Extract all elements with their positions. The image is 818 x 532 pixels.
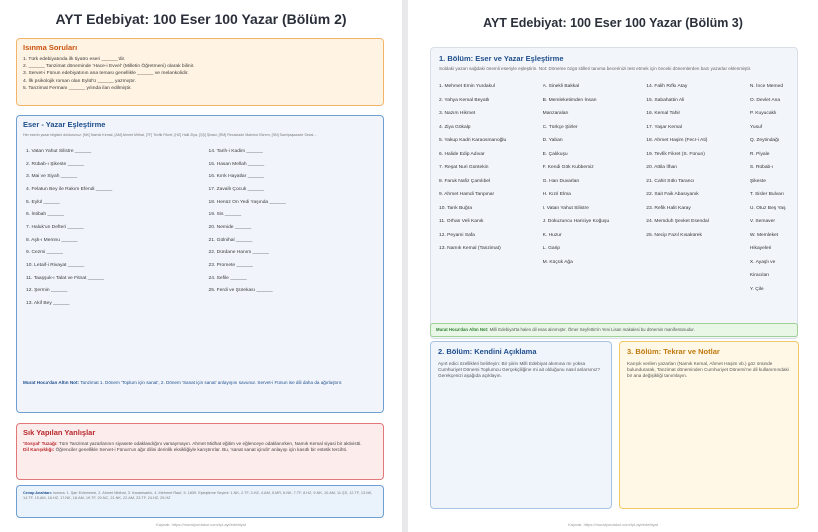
author-item: 11. Orhan Veli Kanık <box>439 219 484 224</box>
author-item: 2. Yahya Kemal Beyatlı <box>439 97 490 103</box>
matching-item: 8. Aşk-ı Memnu ______ <box>26 237 78 243</box>
work-item: V. Semaver <box>749 219 775 224</box>
author-item: 15. Sabahattin Ali <box>646 97 685 103</box>
mistake-label: Dil Karışıklığı: <box>23 446 55 452</box>
work-item: F. Kendi Gök Kubbemiz <box>542 165 594 170</box>
matching-item: 9. Cezmi ______ <box>26 250 63 256</box>
work-item: K. Huzur <box>542 232 562 238</box>
work-item: N. İnce Memed <box>749 84 784 89</box>
author-item: 19. Tevfik Fikret (S. Fünun) <box>646 151 705 157</box>
golden-tip <box>430 323 798 337</box>
matching-item: 12. Şermin ______ <box>26 288 68 294</box>
work-item: Şikeste <box>749 178 766 184</box>
matching-item: 19. Sis ______ <box>208 212 242 218</box>
author-item: 14. Falih Rıfkı Atay <box>646 84 688 89</box>
author-item: 5. Yakup Kadri Karaosmanoğlu <box>439 138 507 143</box>
golden-note-label: Murat Hoca'dan Altın Not: <box>23 380 80 385</box>
author-item: 1. Mehmet Emin Yurdakul <box>439 84 495 89</box>
work-item: O. Devlet Ana <box>749 97 781 103</box>
matching-item: 4. Felatun Bey ile Rakım Efendi ______ <box>26 186 113 192</box>
author-item: 22. Sait Faik Abasıyanık <box>646 192 699 197</box>
source-footer: Kaynak: https://muratyurdakul.com/tyt-ayt/edebiyat <box>568 522 658 527</box>
section-2-box <box>430 341 612 509</box>
work-item: G. Han Duvarları <box>542 178 580 184</box>
authors-column-1 <box>439 80 543 296</box>
work-item: X. Ayaşlı ve <box>749 259 776 265</box>
golden-tip-text: Milli Edebiyat'ta halen dil esas alınmıştır. Ömer Seyfettin'in Yeni Lisan makalesi bu dönemin manifestosudur. <box>488 327 695 332</box>
work-item: H. Kızıl Elma <box>542 192 571 197</box>
work-item: Y. Çile <box>749 286 764 292</box>
warmup-question: 1. Türk edebiyatında ilk tiyatro eseri ______'dir. <box>23 57 126 62</box>
section-3-description: Karışık verilen yazarları (Namık Kemal, Ahmet Haşim vb.) göz önünde bulundurarak, Tanzimat döneminden Cumhuriyet Dönemi'ne dil kullanımındaki bir ana değişikliği tanımlayın. <box>627 361 789 378</box>
author-item: 3. Nazım Hikmet <box>439 111 476 116</box>
matching-item: 5. Eylül ______ <box>26 199 60 205</box>
author-item: 16. Kemal Tahir <box>646 111 681 116</box>
work-item: D. Yaban <box>542 138 563 143</box>
authors-column-2 <box>646 80 750 296</box>
warmup-box <box>16 38 384 106</box>
answer-key-text: Isınma: 1. Şair Evlenmesi, 2. Ahmet Midhat, 3. Karamsarlık, 4. Mehmet Rauf, 5. 1839. Eşleştirme Seçimi: 1.NK, 2.TF, 3.HZ, 4.AM, 5.MR, 6.NK, 7.TF, 8.HZ, 9.NK, 10.AM, 11.ŞS, 12.TF, 13.NK, 14.TF, 15.AM, 16.HZ, 17.NK, 18.AM, 19.TF, 20.NC, 21.NK, 22.AM, 23.TF, 24.HZ, 25.HZ <box>23 491 373 500</box>
matching-item: 25. Ferdi ve Şürekası ______ <box>208 288 273 294</box>
warmup-title: Isınma Soruları <box>23 43 78 52</box>
matching-item: 6. İntibah ______ <box>26 212 64 218</box>
matching-columns <box>23 146 377 311</box>
work-item: W. Memleket <box>749 232 779 238</box>
section-3-title: 3. Bölüm: Tekrar ve Notlar <box>627 347 720 356</box>
matching-item: 2. Rübab-ı Şikeste ______ <box>26 161 84 167</box>
author-item: 17. Yaşar Kemal <box>646 124 682 130</box>
warmup-question: 4. İlk psikolojik roman olan Eylül'ü ______ yazmıştır. <box>23 78 136 84</box>
author-item: 24. Memduh Şevket Esendal <box>646 219 709 224</box>
work-item: M. Küçük Ağa <box>542 259 573 265</box>
mistake-label: 'Sosyal' Tuzağı: <box>23 441 58 446</box>
warmup-question: 3. Servet-i Fünun edebiyatının ana teması genellikle ______ ve melankolidir. <box>23 71 189 77</box>
golden-tip-label: Murat Hoca'dan Altın Not: <box>436 327 489 332</box>
work-item: U. Otuz Beş Yaş <box>749 205 786 211</box>
matching-item: 20. Nemide ______ <box>208 224 252 230</box>
author-item: 8. Faruk Nafiz Çamlıbel <box>439 178 491 184</box>
section-2-title: 2. Bölüm: Kendini Açıklama <box>438 347 537 356</box>
author-item: 18. Ahmet Haşim (Fecr-i Ati) <box>646 138 708 143</box>
author-item: 7. Reşat Nuri Güntekin <box>439 165 489 170</box>
matching-box <box>16 115 384 413</box>
matching-title: Eser - Yazar Eşleştirme <box>23 120 106 129</box>
work-item: Kiracıları <box>749 273 770 278</box>
author-item: 6. Halide Edip Adıvar <box>439 151 485 157</box>
work-item: Yusuf <box>749 124 763 130</box>
matching-item: 13. Akif Bey ______ <box>26 300 70 306</box>
works-column-1 <box>543 80 647 296</box>
matching-item: 11. Taaşşuk-ı Talat ve Fitnat ______ <box>26 275 105 281</box>
warmup-question: 5. Tanzimat Fermanı ______ yılında ilan edilmiştir. <box>23 85 132 91</box>
author-item: 20. Attila İlhan <box>646 165 677 170</box>
matching-item: 3. Mai ve Siyah ______ <box>26 174 78 180</box>
matching-item: 10. Letaif-i Rivayat ______ <box>26 262 85 268</box>
section-1-title: 1. Bölüm: Eser ve Yazar Eşleştirme <box>439 54 564 63</box>
author-item: 10. Tarık Buğra <box>439 205 473 211</box>
answer-key-label: Cevap Anahtarı: <box>23 491 52 495</box>
author-item: 12. Peyami Safa <box>439 232 475 238</box>
mistake-paragraph <box>23 447 377 453</box>
work-item: Q. Zeytindağı <box>749 138 780 143</box>
matching-item: 24. Sefile ______ <box>208 275 247 281</box>
author-item: 13. Namık Kemal (Tanzimat) <box>439 246 501 251</box>
matching-item: 21. Gülnihal ______ <box>208 237 253 243</box>
page-title: AYT Edebiyat: 100 Eser 100 Yazar (Bölüm 2) <box>55 11 347 27</box>
source-footer: Kaynak: https://muratyurdakul.com/tyt-ayt/edebiyat <box>156 522 246 527</box>
section-3-box <box>619 341 799 509</box>
warmup-question: 2. ______ Tanzimat döneminde 'Hace-i Evvel' (Milletin Öğretmeni) olarak bilinir. <box>23 64 195 70</box>
work-item: P. Kuyucaklı <box>749 111 777 116</box>
matching-hint: Her eserin yazar bilgisini doldurunuz: [NK] Namık Kemal, [AM] Ahmet Mithat, [TF] Tevfik Fikret, [HZ] Halit Ziya, [ŞŞ] Şinasi, [RM] Recaizade Mahmut Ekrem, [SN] Samipaşazade Sezai ... <box>23 133 318 137</box>
matching-item: 17. Zavallı Çocuk ______ <box>208 186 264 192</box>
worksheet-page-3 <box>408 0 818 532</box>
golden-note-text: Tanzimat 1. Dönem 'Toplum için sanat', 2. Dönem 'Sanat için sanat' anlayışını savunur. Servet-i Fünun ise dili daha da ağırlaştırır. <box>79 380 343 385</box>
section-2-description: Ayırt edici özellikleri belirleyin: Bir şiirin Milli Edebiyat akımına mı yoksa Cumhuriyet Dönemi Toplumcu Gerçekçiliğine mi ait olduğunu nasıl anlarsınız? Gerekçenizi aşağıda açıklayın. <box>438 361 600 378</box>
matching-item: 22. Dürdane Hanım ______ <box>208 250 269 256</box>
matching-table <box>439 80 789 296</box>
works-column-2 <box>750 80 789 296</box>
work-item: E. Çalıkuşu <box>542 151 568 157</box>
matching-item: 15. Hasan Mellah ______ <box>208 161 265 167</box>
matching-item: 14. Tarih-i Kadim ______ <box>208 149 263 154</box>
author-item: 25. Necip Fazıl Kısakürek <box>646 232 702 238</box>
matching-item: 18. Henüz On Yedi Yaşında ______ <box>208 199 286 205</box>
matching-item: 7. Haluk'un Defteri ______ <box>26 224 84 230</box>
work-item: J. Dokuzuncu Hariciye Koğuşu <box>542 219 610 224</box>
work-item: B. Memleketimden İnsan <box>542 97 597 103</box>
matching-left-column <box>23 146 195 311</box>
work-item: L. Garip <box>542 246 561 251</box>
mistake-text: Tüm Tanzimat yazarlarının siyasete odaklandığını varsaymayın. Ahmet Midhat eğitim ve eğlenceye odaklanırken, Namık Kemal siyasi bir aktivistti. <box>57 441 362 446</box>
common-mistakes-box <box>16 423 384 480</box>
work-item: A. Sinekli Bakkal <box>542 84 580 89</box>
matching-right-column <box>195 146 378 311</box>
matching-item: 23. Prometе ______ <box>208 262 253 268</box>
matching-item: 1. Vatan Yahut Silistre ______ <box>26 149 92 154</box>
mistakes-title: Sık Yapılan Yanlışlar <box>23 428 96 437</box>
mistake-text: Öğrenciler genellikle Servet-i Fünun'un ağır dilini derinlik eksikliğiyle karıştırırlar. Bu, 'sanat sanat içindir' anlayışı için kasıtlı bir estetik tercihti. <box>54 446 348 452</box>
work-item: T. Sisler Bulvarı <box>749 192 784 197</box>
page-title: AYT Edebiyat: 100 Eser 100 Yazar (Bölüm 3) <box>483 16 743 30</box>
work-item: R. Piyale <box>749 151 770 157</box>
section-1-box <box>430 47 798 339</box>
work-item: Hikayeleri <box>749 246 772 251</box>
author-item: 23. Refik Halit Karay <box>646 205 691 211</box>
author-item: 9. Ahmet Hamdi Tanpınar <box>439 192 495 197</box>
work-item: Manzaraları <box>542 111 569 116</box>
work-item: S. Rübab-ı <box>749 165 774 170</box>
author-item: 4. Ziya Gökalp <box>439 124 471 130</box>
golden-note <box>23 380 373 386</box>
work-item: C. Türkçe Şiirler <box>542 124 578 130</box>
worksheet-page-2 <box>0 0 402 532</box>
author-item: 21. Cahit Sıtkı Tarancı <box>646 178 695 184</box>
matching-item: 16. Kırık Hayatlar ______ <box>208 174 264 180</box>
answer-key-box <box>16 485 384 518</box>
work-item: I. Vatan Yahut Silistre <box>542 205 589 211</box>
section-1-description: Soldaki yazarı sağdaki önemli eseriyle eşleştirin. Not: Döneme özgü stilleri tanıma becerinizi test etmek için önceki dönemlerden bazı yazarlar eklenmiştir. <box>439 66 752 71</box>
